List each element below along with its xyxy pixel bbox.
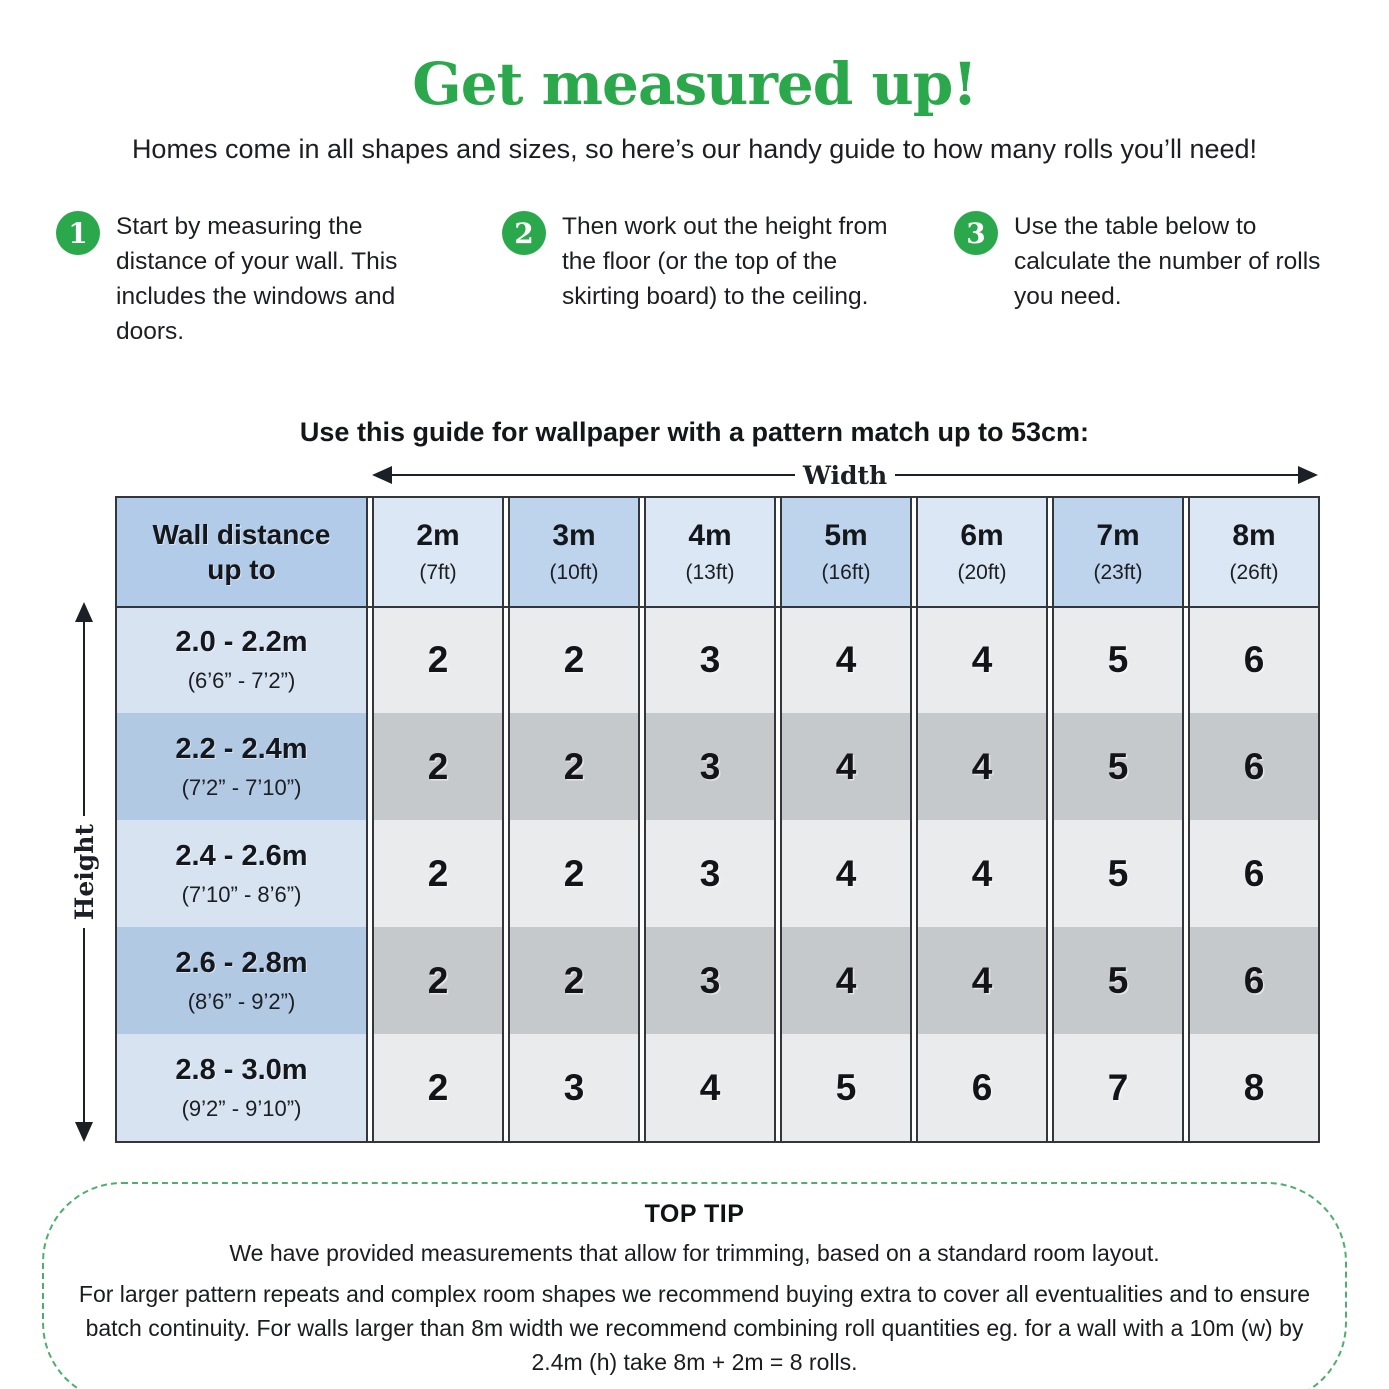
column-header-8m [1188, 498, 1320, 606]
arrow-left-icon [372, 466, 392, 484]
table-cell [508, 1034, 640, 1141]
table-header-divider [115, 606, 1320, 608]
table-cell [916, 606, 1048, 713]
table-cell [1188, 606, 1320, 713]
height-axis-line [83, 622, 85, 816]
height-axis-line [83, 928, 85, 1122]
column-imperial: (7ft) [419, 561, 457, 584]
arrow-down-icon [75, 1122, 93, 1142]
row-metric: 2.0 - 2.2m [175, 625, 308, 658]
table-cell [372, 820, 504, 927]
row-imperial: (7’2” - 7’10”) [181, 774, 302, 800]
table-cell [916, 1034, 1048, 1141]
roll-count: 6 [971, 1066, 993, 1108]
column-size: 3m [552, 519, 596, 552]
table-cell [1052, 713, 1184, 820]
corner-header-line2: up to [207, 554, 276, 585]
table-cell [916, 713, 1048, 820]
roll-count: 2 [563, 745, 585, 787]
roll-count: 3 [563, 1066, 585, 1108]
table-cell [644, 713, 776, 820]
table-cell [644, 606, 776, 713]
roll-count: 4 [971, 959, 993, 1001]
step-2-text: Then work out the height from the floor (or the top of the skirting board) to the ceiling. [562, 213, 888, 311]
height-axis-label: Height [69, 823, 99, 921]
column-imperial: (23ft) [1093, 561, 1143, 584]
guide-heading: Use this guide for wallpaper with a pattern match up to 53cm: [299, 417, 1090, 447]
row-imperial: (8’6” - 9’2”) [187, 988, 296, 1014]
table-cell [372, 1034, 504, 1141]
step-3-number-badge: 3 [954, 211, 998, 255]
column-header-3m [508, 498, 640, 606]
row-metric: 2.6 - 2.8m [175, 946, 308, 979]
row-metric: 2.2 - 2.4m [175, 732, 308, 765]
page-subtitle: Homes come in all shapes and sizes, so here’s our handy guide to how many rolls you’ll need! [131, 134, 1258, 164]
table-cell [916, 927, 1048, 1034]
steps [0, 209, 1389, 379]
step-1-text: Start by measuring the distance of your wall. This includes the windows and doors. [116, 213, 398, 346]
roll-count: 2 [427, 852, 449, 894]
roll-count: 3 [699, 638, 721, 680]
roll-count: 4 [971, 745, 993, 787]
roll-count: 3 [699, 959, 721, 1001]
table-cell [916, 820, 1048, 927]
row-imperial: (7’10” - 8’6”) [181, 881, 302, 907]
row-header-2.4-2.6m [115, 820, 368, 927]
column-size: 2m [416, 519, 460, 552]
top-tip-line2: For larger pattern repeats and complex room shapes we recommend buying extra to cover all eventualities and to ensure batch continuity. For walls larger than 8m width we recommend combining roll quantities eg. for a wall with a 10m (w) by 2.4m (h) take 8m + 2m = 8 rolls. [78, 1281, 1311, 1376]
roll-count: 5 [1107, 745, 1129, 787]
roll-count: 2 [563, 959, 585, 1001]
column-imperial: (20ft) [957, 561, 1007, 584]
corner-header-line1: Wall distance [152, 519, 331, 550]
roll-count: 8 [1243, 1066, 1265, 1108]
width-axis [372, 460, 1318, 490]
roll-count: 4 [835, 959, 857, 1001]
column-imperial: (13ft) [685, 561, 735, 584]
width-axis-line [392, 474, 795, 476]
width-axis-label: Width [802, 460, 888, 490]
row-header-2.2-2.4m [115, 713, 368, 820]
column-header-7m [1052, 498, 1184, 606]
table-cell [1052, 1034, 1184, 1141]
table-cell [372, 713, 504, 820]
roll-count: 6 [1243, 959, 1265, 1001]
column-size: 5m [824, 519, 868, 552]
roll-count: 4 [835, 745, 857, 787]
column-size: 8m [1232, 519, 1276, 552]
step-1-number-badge: 1 [56, 211, 100, 255]
table-cell [1052, 820, 1184, 927]
row-header-2.8-3.0m [115, 1034, 368, 1141]
table-cell [1188, 927, 1320, 1034]
roll-count: 3 [699, 852, 721, 894]
table-cell [780, 1034, 912, 1141]
top-tip-title: TOP TIP [644, 1200, 745, 1228]
step-2 [502, 209, 910, 314]
table-cell [508, 820, 640, 927]
roll-count: 7 [1107, 1066, 1129, 1108]
table-cell [508, 713, 640, 820]
table-cell [1052, 927, 1184, 1034]
arrow-up-icon [75, 602, 93, 622]
step-2-number-badge: 2 [502, 211, 546, 255]
roll-count: 5 [1107, 852, 1129, 894]
roll-count: 4 [835, 852, 857, 894]
roll-count: 2 [427, 1066, 449, 1108]
roll-count: 2 [427, 959, 449, 1001]
column-size: 7m [1096, 519, 1140, 552]
top-tip-line1: We have provided measurements that allow for trimming, based on a standard room layout. [229, 1240, 1160, 1266]
roll-count: 2 [427, 638, 449, 680]
table-cell [1052, 606, 1184, 713]
table-cell [508, 606, 640, 713]
roll-count: 4 [971, 638, 993, 680]
roll-count: 5 [1107, 638, 1129, 680]
height-axis [64, 602, 104, 1142]
table-cell [372, 927, 504, 1034]
table-cell [644, 820, 776, 927]
table-cell [780, 820, 912, 927]
table-corner-header [115, 498, 368, 606]
step-3-text: Use the table below to calculate the number of rolls you need. [1014, 213, 1321, 311]
width-axis-line [895, 474, 1298, 476]
roll-count: 2 [427, 745, 449, 787]
roll-count: 2 [563, 852, 585, 894]
roll-count: 4 [699, 1066, 721, 1108]
row-header-2.0-2.2m [115, 606, 368, 713]
page-title: Get measured up! [412, 50, 977, 118]
step-1 [56, 209, 446, 349]
table-cell [780, 606, 912, 713]
step-3 [954, 209, 1324, 314]
table-figure [0, 452, 1389, 1152]
wall-roll-table [115, 496, 1320, 1143]
row-imperial: (9’2” - 9’10”) [181, 1095, 302, 1121]
roll-count: 6 [1243, 852, 1265, 894]
roll-count: 6 [1243, 638, 1265, 680]
column-header-6m [916, 498, 1048, 606]
roll-count: 6 [1243, 745, 1265, 787]
roll-count: 4 [835, 638, 857, 680]
table-cell [644, 1034, 776, 1141]
column-imperial: (10ft) [549, 561, 599, 584]
table-cell [372, 606, 504, 713]
row-metric: 2.4 - 2.6m [175, 839, 308, 872]
row-header-2.6-2.8m [115, 927, 368, 1034]
table-cell [780, 927, 912, 1034]
table-cell [780, 713, 912, 820]
column-size: 4m [688, 519, 732, 552]
table-cell [508, 927, 640, 1034]
roll-count: 2 [563, 638, 585, 680]
roll-count: 5 [1107, 959, 1129, 1001]
column-header-2m [372, 498, 504, 606]
column-imperial: (26ft) [1229, 561, 1279, 584]
table-cell [644, 927, 776, 1034]
roll-count: 4 [971, 852, 993, 894]
row-metric: 2.8 - 3.0m [175, 1053, 308, 1086]
roll-count: 3 [699, 745, 721, 787]
table-cell [1188, 820, 1320, 927]
column-header-5m [780, 498, 912, 606]
column-imperial: (16ft) [821, 561, 871, 584]
arrow-right-icon [1298, 466, 1318, 484]
table-cell [1188, 1034, 1320, 1141]
top-tip-box [42, 1182, 1347, 1389]
roll-count: 5 [835, 1066, 857, 1108]
column-header-4m [644, 498, 776, 606]
column-size: 6m [960, 519, 1004, 552]
row-imperial: (6’6” - 7’2”) [187, 667, 296, 693]
table-cell [1188, 713, 1320, 820]
